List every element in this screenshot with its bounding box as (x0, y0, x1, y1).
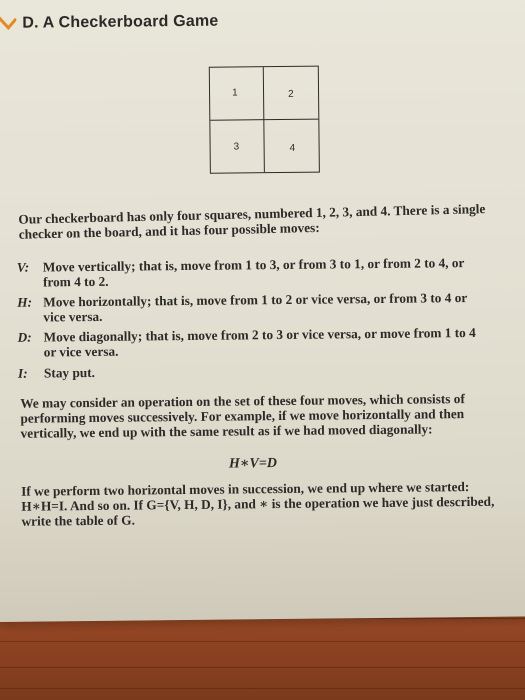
square-label-1: 1 (231, 87, 238, 99)
square-label-3: 3 (233, 141, 240, 153)
move-definition (18, 325, 514, 360)
move-text-continued: from 4 to 2. (42, 273, 109, 290)
move-text: Stay put. (43, 364, 96, 381)
section-title: D. A Checkerboard Game (22, 12, 219, 32)
move-definition (17, 255, 513, 290)
operation-paragraph: We may consider an operation on the set of these four moves, which consists of performing moves successively. For example, if we move horizontally and then vertically, we end up with the same result as if we had moved diagonally: (20, 391, 465, 441)
highlight-mark-icon (0, 16, 16, 30)
equation-hvd: H∗V=D (228, 456, 278, 472)
move-text: Move horizontally; that is, move from 1 to 2 or vice versa, or from 3 to 4 or (43, 290, 468, 310)
square-label-4: 4 (289, 142, 296, 154)
move-text-continued: or vice versa. (43, 343, 119, 360)
move-definition (17, 290, 513, 325)
move-definition (18, 361, 514, 381)
exercise-paragraph: If we perform two horizontal moves in succession, we end up where we started: H∗H=I. And so on. If G={V, H, D, I}, and ∗ is the operation we have just described, write the table of G. (21, 479, 495, 529)
move-key: V: (16, 259, 30, 275)
move-text-continued: vice versa. (43, 308, 103, 325)
move-key: I: (17, 365, 28, 381)
move-text: Move diagonally; that is, move from 2 to 3 or vice versa, or move from 1 to 4 (43, 324, 476, 345)
move-text: Move vertically; that is, move from 1 to 3, or from 3 to 1, or from 2 to 4, or (42, 255, 465, 275)
intro-paragraph: Our checkerboard has only four squares, numbered 1, 2, 3, and 4. There is a single checker on the board, and it has four possible moves: (18, 201, 486, 242)
checkerboard-diagram (209, 66, 320, 174)
move-key: D: (17, 329, 32, 345)
move-key: H: (17, 294, 33, 310)
square-label-2: 2 (288, 88, 294, 100)
